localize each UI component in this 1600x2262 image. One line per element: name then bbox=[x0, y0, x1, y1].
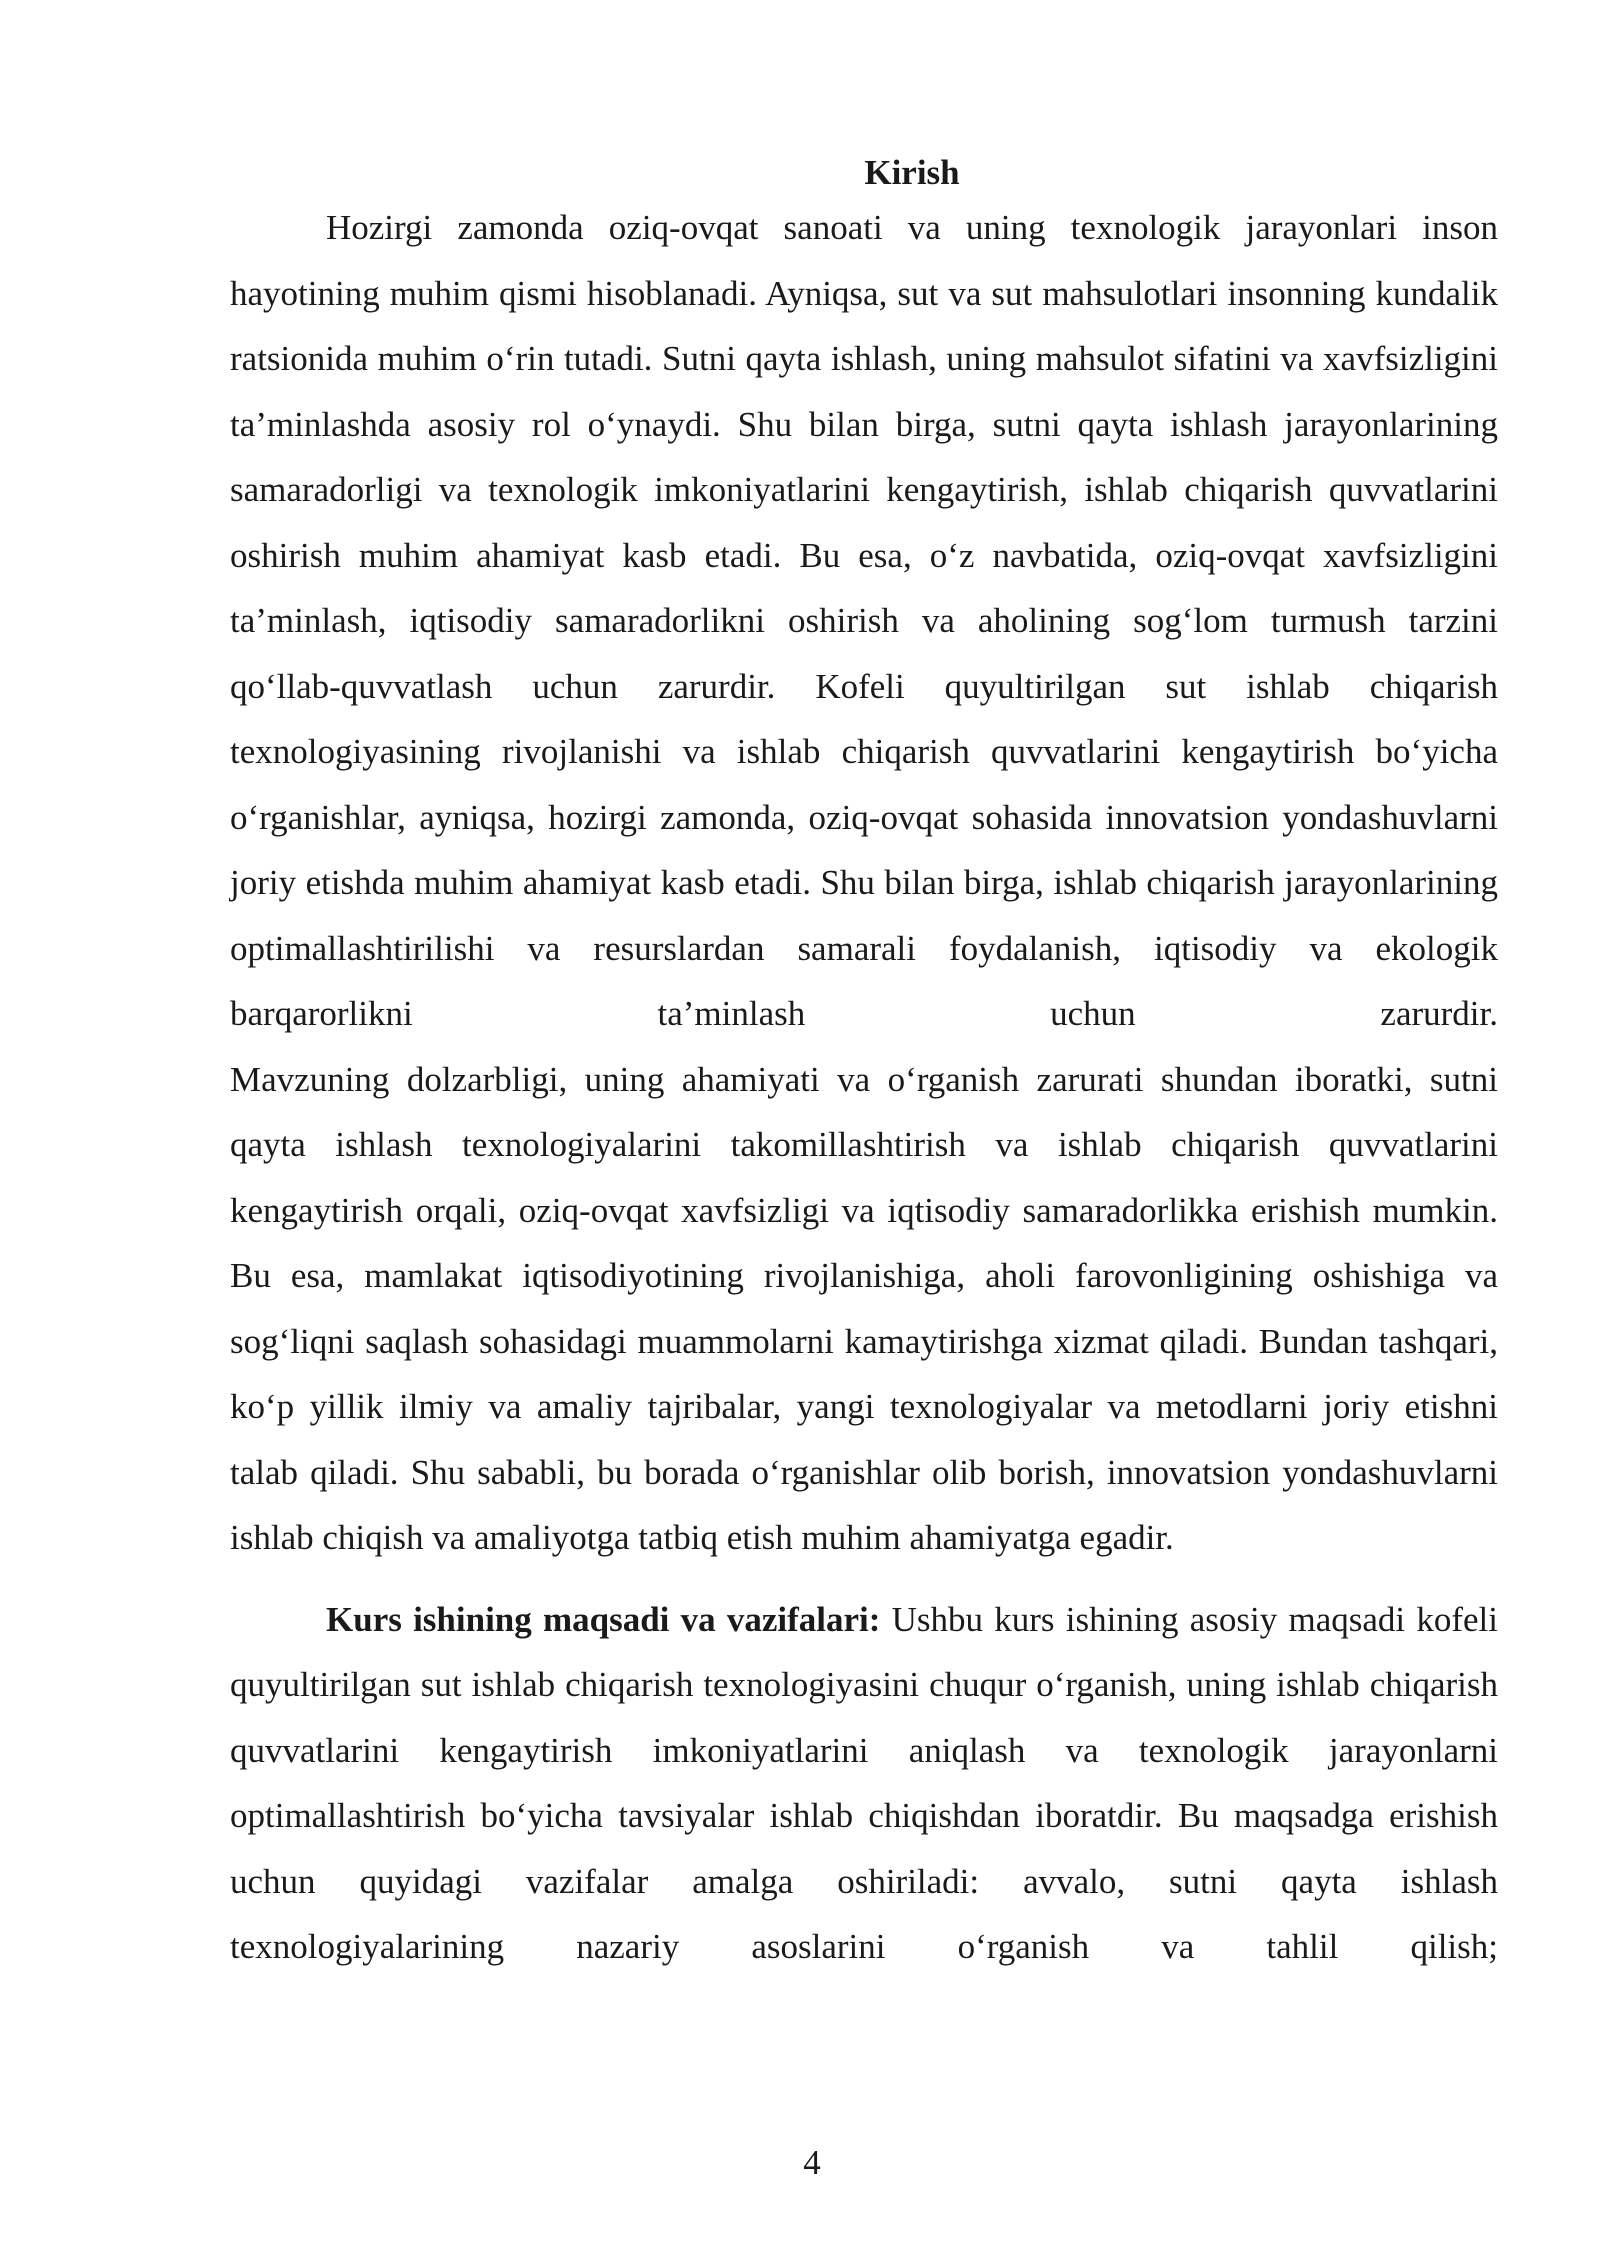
paragraph-intro: Hozirgi zamonda oziq-ovqat sanoati va uning texnologik jarayonlari inson hayotining muhim qismi hisoblanadi. Ayniqsa, sut va sut mahsulotlari insonning kundalik ratsionida muhim o‘rin tutadi. Sutni qayta ishlash, uning mahsulot sifatini va xavfsizligini ta’minlashda asosiy rol o‘ynaydi. Shu bilan birga, sutni qayta ishlash jarayonlarining samaradorligi va texnologik imkoniyatlarini kengaytirish, ishlab chiqarish quvvatlarini oshirish muhim ahamiyat kasb etadi. Bu esa, o‘z navbatida, oziq-ovqat xavfsizligini ta’minlash, iqtisodiy samaradorlikni oshirish va aholining sog‘lom turmush tarzini qo‘llab-quvvatlash uchun zarurdir. Kofeli quyultirilgan sut ishlab chiqarish texnologiyasining rivojlanishi va ishlab chiqarish quvvatlarini kengaytirish bo‘yicha o‘rganishlar, ayniqsa, hozirgi zamonda, oziq-ovqat sohasida innovatsion yondashuvlarni joriy etishda muhim ahamiyat kasb etadi. Shu bilan birga, ishlab chiqarish jarayonlarining optimallashtirilishi va resurslardan samarali foydalanish, iqtisodiy va ekologik barqarorlikni ta’minlash uchun zarurdir. bbox=[230, 208, 1498, 1033]
goals-lead-label: Kurs ishining maqsadi va vazifalari: bbox=[326, 1599, 881, 1639]
page-content bbox=[230, 150, 1498, 1980]
paragraph-relevance: Mavzuning dolzarbligi, uning ahamiyati va o‘rganish zarurati shundan iboratki, sutni qayta ishlash texnologiyalarini takomillashtirish va ishlab chiqarish quvvatlarini kengaytirish orqali, oziq-ovqat xavfsizligi va iqtisodiy samaradorlikka erishish mumkin. Bu esa, mamlakat iqtisodiyotining rivojlanishiga, aholi farovonligining oshishiga va sog‘liqni saqlash sohasidagi muammolarni kamaytirishga xizmat qiladi. Bundan tashqari, ko‘p yillik ilmiy va amaliy tajribalar, yangi texnologiyalar va metodlarni joriy etishni talab qiladi. Shu sababli, bu borada o‘rganishlar olib borish, innovatsion yondashuvlarni ishlab chiqish va amaliyotga tatbiq etish muhim ahamiyatga egadir. bbox=[230, 1059, 1498, 1557]
page-number: 4 bbox=[803, 2143, 821, 2182]
goals-text: Ushbu kurs ishining asosiy maqsadi kofeli quyultirilgan sut ishlab chiqarish texnologiyasini chuqur o‘rganish, uning ishlab chiqarish quvvatlarini kengaytirish imkoniyatlarini aniqlash va texnologik jarayonlarni optimallashtirish bo‘yicha tavsiyalar ishlab chiqishdan iboratdir. Bu maqsadga erishish uchun quyidagi vazifalar amalga oshiriladi: avvalo, sutni qayta ishlash texnologiyalarining nazariy asoslarini o‘rganish va tahlil qilish; bbox=[230, 1599, 1498, 1966]
section-title: Kirish bbox=[864, 153, 960, 192]
paragraph-goals bbox=[230, 1587, 1498, 1980]
